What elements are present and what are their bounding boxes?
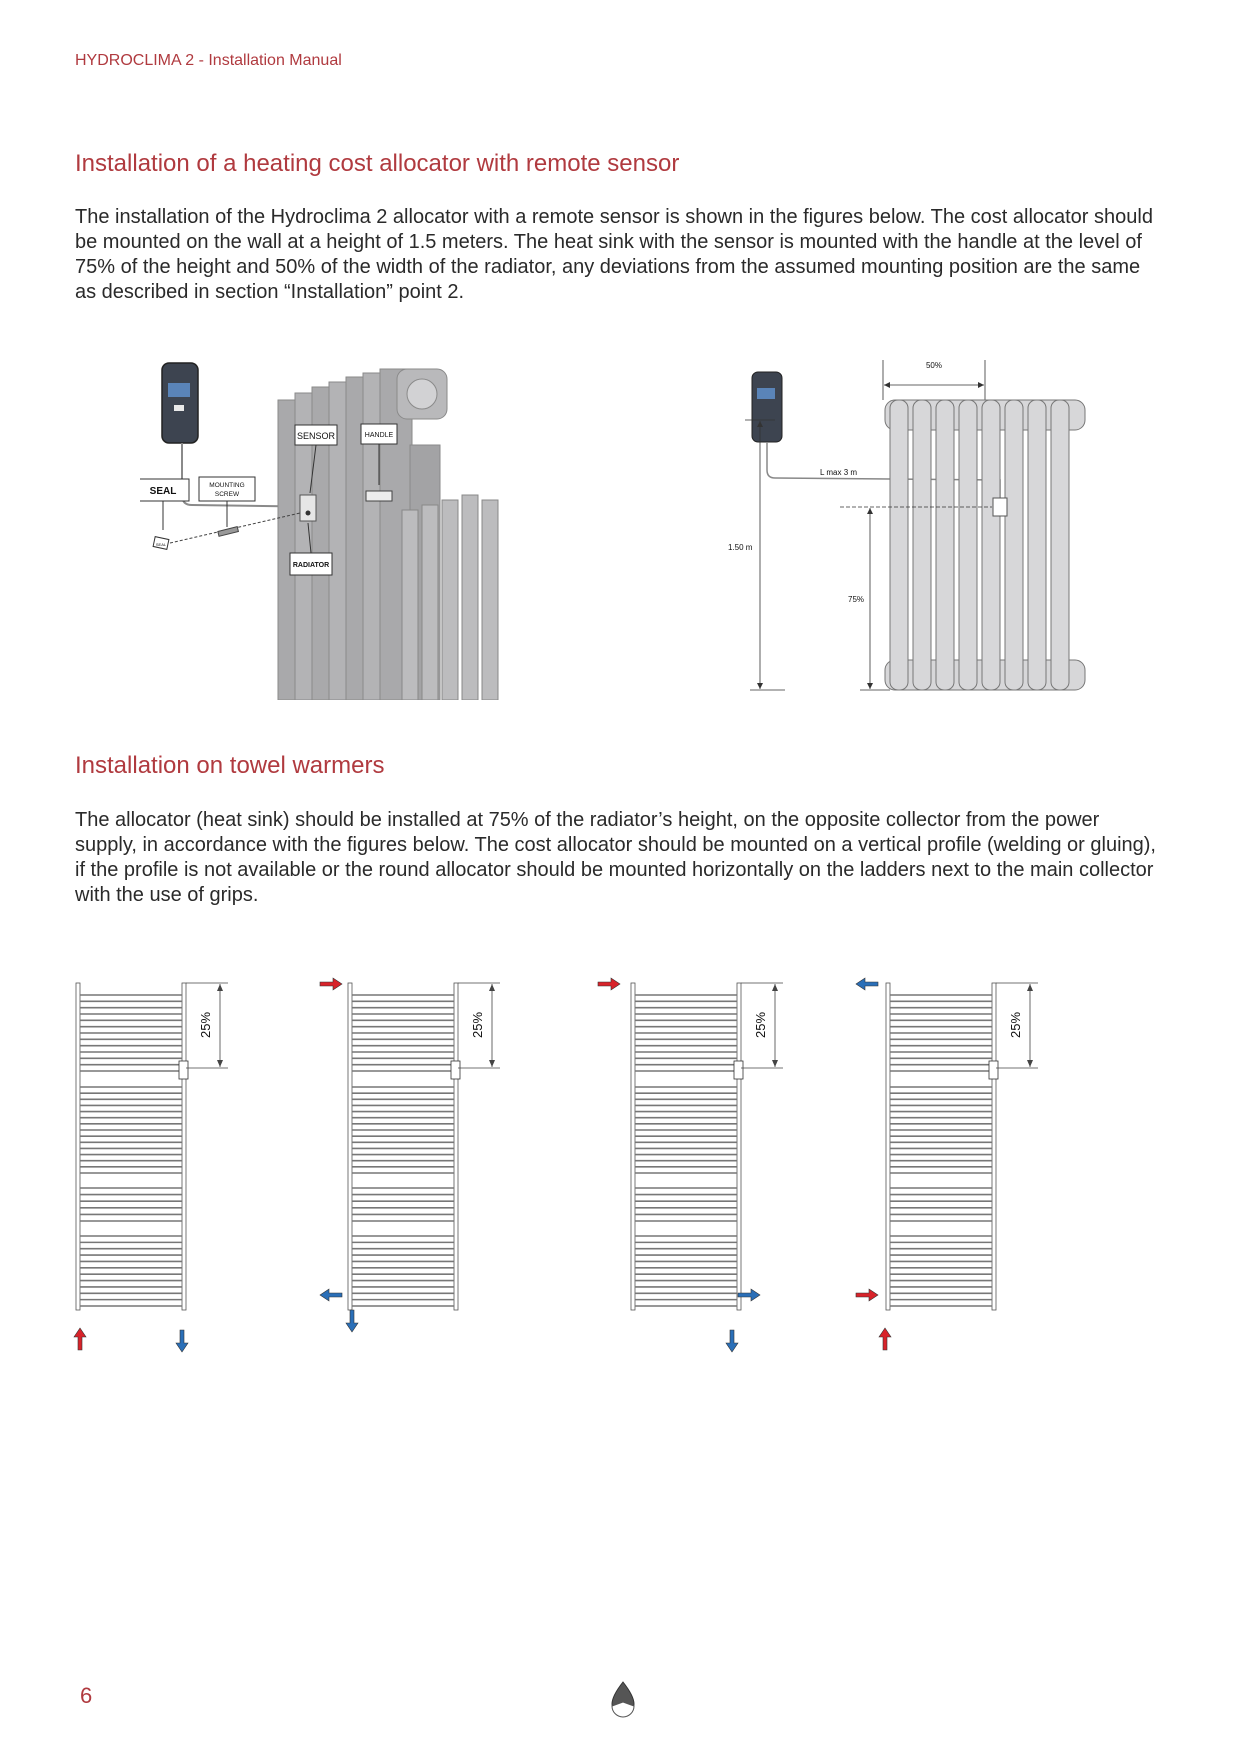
label-radiator: RADIATOR — [292, 562, 330, 569]
allocator-unit-icon — [162, 363, 198, 443]
allocator-unit-icon — [752, 372, 782, 442]
label-seal-small: SEAL — [155, 542, 167, 547]
section-heading-remote-sensor: Installation of a heating cost allocator with remote sensor — [75, 150, 680, 177]
towel-warmer-top-supply-bottom-return-left — [320, 978, 500, 1332]
paragraph-towel-warmers: The allocator (heat sink) should be installed at 75% of the radiator’s height, on the opposite collector from the power supply, in accordance with the figures below. The cost allocator should be mounted on a vertical profile (welding or gluing), if the profile is not available or the round allocator should be mounted horizontally on the ladders next to the main collector with the use of grips. — [75, 809, 1156, 906]
label-screw: SCREW — [214, 491, 240, 498]
label-height-150: 1.50 m — [728, 543, 753, 552]
section-heading-towel-warmers: Installation on towel warmers — [75, 752, 385, 779]
towel-warmer-top-supply-bottom-return-right — [598, 978, 783, 1352]
radiator-body — [278, 369, 498, 700]
handle-clip — [366, 491, 392, 501]
label-seal: SEAL — [149, 486, 177, 497]
return-arrow-icon — [320, 1289, 342, 1301]
paragraph-remote-sensor: The installation of the Hydroclima 2 allocator with a remote sensor is shown in the figures below. The cost allocator should be mounted on the wall at a height of 1.5 meters. The heat sink with the sensor is mounted with the handle at the level of 75% of the height and 50% of the width of the radiator, any deviations from the assumed mounting position are the same as described in section “Installation” point 2. — [75, 206, 1153, 303]
label-sensor: SENSOR — [296, 431, 336, 441]
dimension-label-25: 25% — [1008, 1011, 1023, 1039]
heat-sink-marker — [989, 1061, 998, 1079]
towel-warmer-bottom-supply-bottom-return — [74, 983, 228, 1352]
heat-sink-marker — [993, 498, 1007, 516]
figure-installation-exploded — [140, 355, 560, 700]
return-arrow-icon — [856, 978, 878, 990]
heat-sink-marker — [451, 1061, 460, 1079]
label-width-50: 50% — [925, 361, 943, 370]
page-number: 6 — [80, 1683, 93, 1708]
label-handle: HANDLE — [364, 432, 394, 439]
return-arrow-icon — [176, 1330, 188, 1352]
document-header: HYDROCLIMA 2 - Installation Manual — [75, 52, 342, 69]
dimension-label-25: 25% — [753, 1011, 768, 1039]
supply-arrow-icon — [856, 1289, 878, 1301]
towel-warmer-bottom-supply-top-return — [856, 978, 1038, 1350]
return-arrow-icon — [726, 1330, 738, 1352]
heat-sink-marker — [179, 1061, 188, 1079]
supply-arrow-icon — [320, 978, 342, 990]
heat-sink-plate — [300, 495, 316, 521]
dimension-label-25: 25% — [470, 1011, 485, 1039]
supply-arrow-icon — [74, 1328, 86, 1350]
supply-arrow-icon — [879, 1328, 891, 1350]
dimension-label-25: 25% — [198, 1011, 213, 1039]
heat-sink-marker — [734, 1061, 743, 1079]
droplet-logo-icon — [610, 1680, 636, 1720]
figure-towel-warmers — [70, 975, 1180, 1375]
figure-mounting-dimensions — [700, 350, 1110, 705]
label-mounting: MOUNTING — [209, 482, 245, 489]
label-cable-length: L max 3 m — [820, 468, 858, 477]
label-level-75: 75% — [848, 595, 865, 604]
return-arrow-icon — [346, 1310, 358, 1332]
radiator-front-view — [885, 400, 1085, 690]
supply-arrow-icon — [598, 978, 620, 990]
